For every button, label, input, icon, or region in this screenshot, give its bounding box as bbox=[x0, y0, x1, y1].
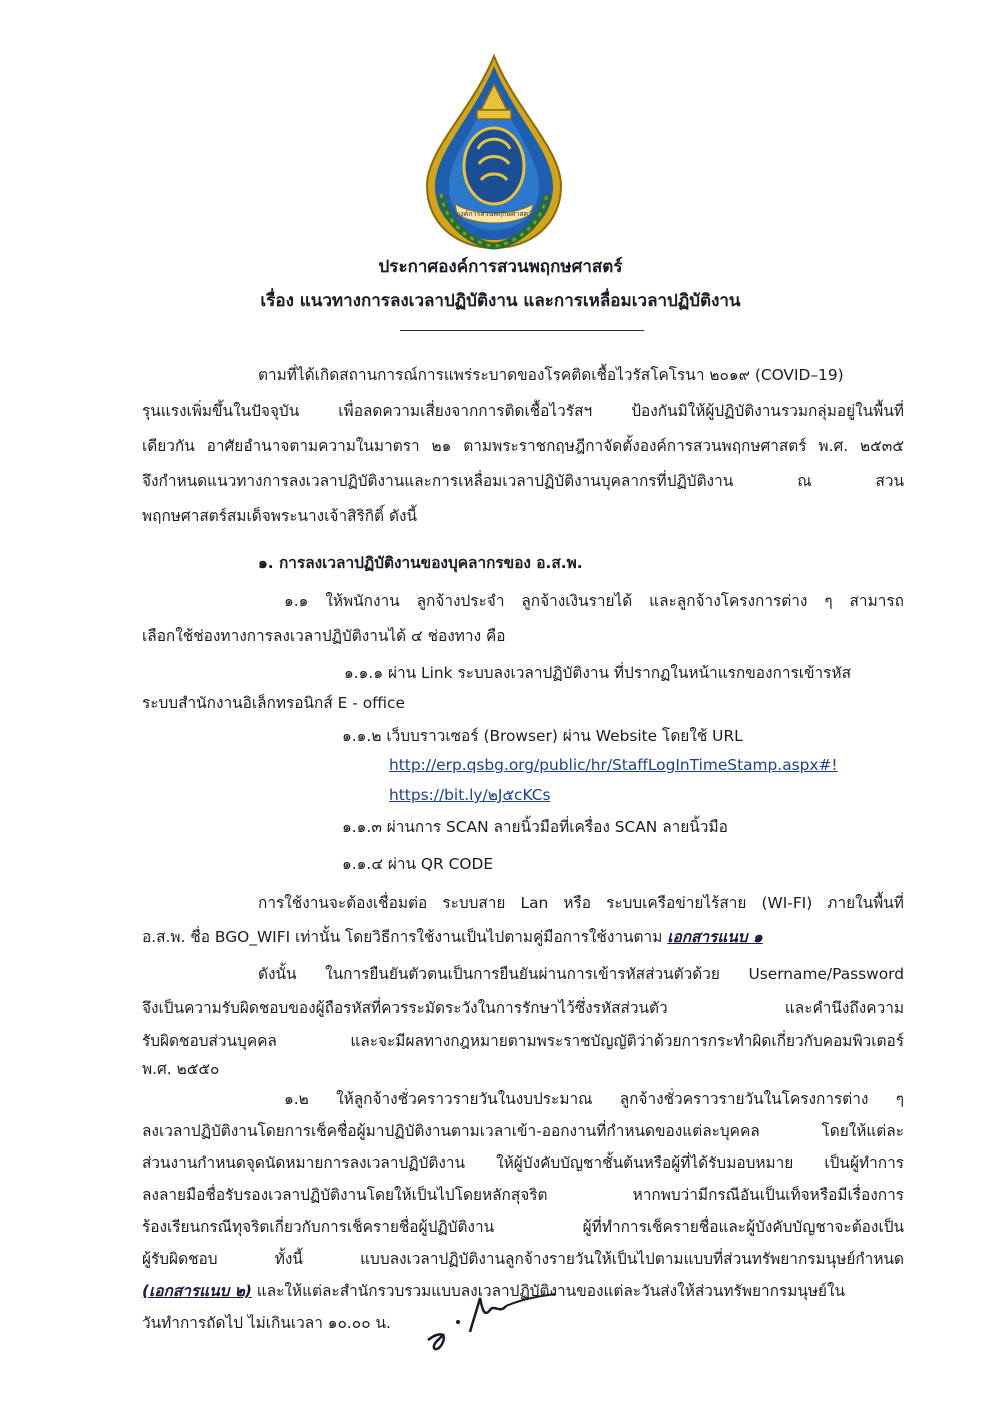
word: และลูกจ้างโครงการต่าง bbox=[649, 592, 808, 610]
resp-line-2 bbox=[142, 997, 904, 1019]
word: แบบลงเวลาปฏิบัติงานลูกจ้างรายวันให้เป็นไปตามแบบที่ส่วนทรัพยากรมนุษย์กำหนด bbox=[360, 1250, 904, 1268]
word: ๒๑ bbox=[431, 437, 452, 455]
word: ป้องกันมิให้ผู้ปฏิบัติงานรวมกลุ่มอยู่ในพื้นที่ bbox=[631, 402, 904, 420]
word: Username/Password bbox=[748, 965, 904, 983]
seal-ribbon-text: องค์การสวนพฤกษศาสตร์ bbox=[456, 210, 532, 218]
intro-line-4 bbox=[142, 470, 904, 492]
word: ๒๕๓๕ bbox=[860, 437, 904, 455]
word: จึงกำหนดแนวทางการลงเวลาปฏิบัติงานและการเหลื่อมเวลาปฏิบัติงานบุคลากรที่ปฏิบัติงาน bbox=[142, 472, 734, 490]
item-1-1-line-2: เลือกใช้ช่องทางการลงเวลาปฏิบัติงานได้ ๔ ช่องทาง คือ bbox=[142, 627, 506, 645]
qsbg-emblem-logo bbox=[423, 54, 565, 250]
item-1-1-2: ๑.๑.๒ เว็บบราวเซอร์ (Browser) ผ่าน Website โดยใช้ URL bbox=[342, 727, 743, 745]
item-1-2-line-8: วันทำการถัดไป ไม่เกินเวลา ๑๐.๐๐ น. bbox=[142, 1314, 391, 1332]
intro-line-1: ตามที่ได้เกิดสถานการณ์การแพร่ระบาดของโรคติดเชื้อไวรัสโคโรนา ๒๐๑๙ (COVID–19) bbox=[258, 366, 844, 384]
section-1-heading: ๑. การลงเวลาปฏิบัติงานของบุคลากรของ อ.ส.พ. bbox=[258, 554, 583, 572]
word: และจะมีผลทางกฎหมายตามพระราชบัญญัติว่าด้วยการกระทำผิดเกี่ยวกับคอมพิวเตอร์ bbox=[350, 1032, 904, 1050]
intro-line-2 bbox=[142, 400, 904, 422]
resp-line-3 bbox=[142, 1030, 904, 1052]
item-1-1-1-line-1: ๑.๑.๑ ผ่าน Link ระบบลงเวลาปฏิบัติงาน ที่ปรากฏในหน้าแรกของการเข้ารหัส bbox=[344, 664, 851, 682]
word: ให้พนักงาน bbox=[325, 592, 400, 610]
item-1-1-line-1 bbox=[284, 590, 904, 612]
word: ผู้รับผิดชอบ bbox=[142, 1250, 218, 1268]
resp-line-4: พ.ศ. ๒๕๕๐ bbox=[142, 1060, 220, 1078]
word: ทั้งนี้ bbox=[274, 1250, 303, 1268]
word: ภายในพื้นที่ bbox=[827, 894, 904, 912]
word: ๆ bbox=[824, 592, 833, 610]
word: โดยให้แต่ละ bbox=[821, 1122, 904, 1140]
handwritten-initials-signature bbox=[420, 1288, 560, 1358]
word: พ.ศ. bbox=[818, 437, 849, 455]
word: ลูกจ้างเงินรายได้ bbox=[521, 592, 633, 610]
word: ในการยืนยันตัวตนเป็นการยืนยันผ่านการเข้ารหัสส่วนตัวด้วย bbox=[325, 965, 720, 983]
intro-line-3 bbox=[142, 435, 904, 457]
word: หากพบว่ามีกรณีอันเป็นเท็จหรือมีเรื่องการ bbox=[632, 1186, 904, 1204]
usage-line-2-text: อ.ส.พ. ชื่อ BGO_WIFI เท่านั้น โดยวิธีการใช้งานเป็นไปตามคู่มือการใช้งานตาม bbox=[142, 928, 668, 946]
usage-line-1 bbox=[258, 892, 904, 914]
word: ลงเวลาปฏิบัติงานโดยการเช็คชื่อผู้มาปฏิบัติงานตามเวลาเข้า-ออกงานที่กำหนดของแต่ละบุคคล bbox=[142, 1122, 760, 1140]
item-1-2-line-2 bbox=[142, 1120, 904, 1142]
usage-line-2 bbox=[142, 926, 763, 948]
announcement-subject: เรื่อง แนวทางการลงเวลาปฏิบัติงาน และการเหลื่อมเวลาปฏิบัติงาน bbox=[260, 291, 741, 311]
word: ให้ลูกจ้างชั่วคราวรายวันในงบประมาณ bbox=[336, 1090, 593, 1108]
word: ให้ผู้บังคับบัญชาชั้นต้นหรือผู้ที่ได้รับมอบหมาย bbox=[496, 1154, 794, 1172]
word: ร้องเรียนกรณีทุจริตเกี่ยวกับการเช็ครายชื่อผู้ปฏิบัติงาน bbox=[142, 1218, 495, 1236]
word: ระบบสาย bbox=[442, 894, 506, 912]
word: หรือ bbox=[563, 894, 591, 912]
item-1-2-line-7-text: และให้แต่ละสำนักรวบรวมแบบลงเวลาปฏิบัติงานของแต่ละวันส่งให้ส่วนทรัพยากรมนุษย์ใน bbox=[251, 1282, 846, 1300]
word: การใช้งานจะต้องเชื่อมต่อ bbox=[258, 894, 428, 912]
item-1-2-line-4 bbox=[142, 1184, 904, 1206]
item-1-2-line-3 bbox=[142, 1152, 904, 1174]
word: เพื่อลดความเสี่ยงจากการติดเชื้อไวรัสฯ bbox=[338, 402, 593, 420]
attachment-1-ref: เอกสารแนบ ๑ bbox=[667, 928, 763, 946]
word: สามารถ bbox=[849, 592, 904, 610]
attachment-2-ref: (เอกสารแนบ ๒) bbox=[142, 1282, 252, 1300]
word: ลงลายมือชื่อรับรองเวลาปฏิบัติงานโดยให้เป็นไปโดยหลักสุจริต bbox=[142, 1186, 548, 1204]
word: เดียวกัน bbox=[142, 437, 195, 455]
word: สวน bbox=[875, 472, 904, 490]
word: ลูกจ้างประจำ bbox=[416, 592, 505, 610]
word: ๑.๑ bbox=[284, 592, 309, 610]
word: ผู้ที่ทำการเช็ครายชื่อและผู้บังคับบัญชาจะต้องเป็น bbox=[582, 1218, 904, 1236]
word: อาศัยอำนาจตามความในมาตรา bbox=[206, 437, 420, 455]
word: ระบบเครือข่ายไร้สาย bbox=[606, 894, 747, 912]
item-1-2-line-6 bbox=[142, 1248, 904, 1270]
item-1-2-line-5 bbox=[142, 1216, 904, 1238]
short-url-link[interactable]: https://bit.ly/๒J๕cKCs bbox=[389, 786, 551, 804]
word: (WI-FI) bbox=[761, 894, 813, 912]
word: ๑.๒ bbox=[284, 1090, 309, 1108]
word: ส่วนงานกำหนดจุดนัดหมายการลงเวลาปฏิบัติงาน bbox=[142, 1154, 466, 1172]
word: ดังนั้น bbox=[258, 965, 297, 983]
item-1-1-4: ๑.๑.๔ ผ่าน QR CODE bbox=[342, 855, 494, 873]
word: และคำนึงถึงความ bbox=[784, 999, 904, 1017]
word: ณ bbox=[797, 472, 812, 490]
word: ๆ bbox=[895, 1090, 904, 1108]
resp-line-1 bbox=[258, 963, 904, 985]
word: รับผิดชอบส่วนบุคคล bbox=[142, 1032, 277, 1050]
word: จึงเป็นความรับผิดชอบของผู้ถือรหัสที่ควรระมัดระวังในการรักษาไว้ซึ่งรหัสส่วนตัว bbox=[142, 999, 668, 1017]
announcement-title: ประกาศองค์การสวนพฤกษศาสตร์ bbox=[378, 257, 623, 277]
item-1-1-3: ๑.๑.๓ ผ่านการ SCAN ลายนิ้วมือที่เครื่อง SCAN ลายนิ้วมือ bbox=[342, 818, 728, 836]
title-divider bbox=[400, 330, 644, 331]
staff-timestamp-url-link[interactable]: http://erp.qsbg.org/public/hr/StaffLogInTimeStamp.aspx#! bbox=[389, 756, 838, 774]
item-1-2-line-1 bbox=[284, 1088, 904, 1110]
word: ลูกจ้างชั่วคราวรายวันในโครงการต่าง bbox=[619, 1090, 869, 1108]
word: Lan bbox=[520, 894, 549, 912]
word: ตามพระราชกฤษฎีกาจัดตั้งองค์การสวนพฤกษศาสตร์ bbox=[463, 437, 807, 455]
word: เป็นผู้ทำการ bbox=[824, 1154, 904, 1172]
word: รุนแรงเพิ่มขึ้นในปัจจุบัน bbox=[142, 402, 300, 420]
intro-line-5: พฤกษศาสตร์สมเด็จพระนางเจ้าสิริกิติ์ ดังนี้ bbox=[142, 507, 417, 525]
item-1-1-1-line-2: ระบบสำนักงานอิเล็กทรอนิกส์ E - office bbox=[142, 694, 405, 712]
